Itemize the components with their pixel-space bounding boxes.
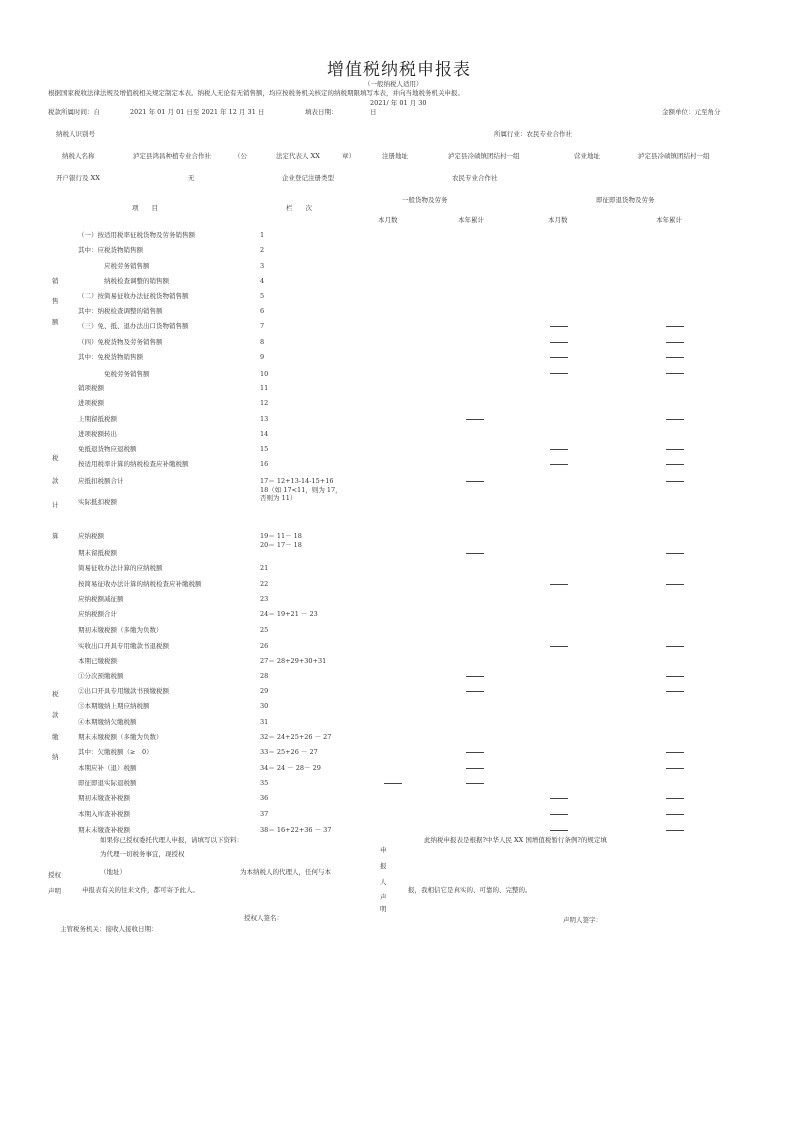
row-21-item: 简易征收办法计算的应纳税额 bbox=[78, 564, 163, 572]
empty-cell-dash bbox=[666, 481, 684, 482]
row-32-item: 期末未缴税额（多缴为负数） bbox=[78, 733, 163, 741]
header-refund-month: 本月数 bbox=[548, 216, 568, 224]
section-tax-4: 算 bbox=[52, 532, 59, 540]
row-6-col: 6 bbox=[260, 307, 265, 315]
empty-cell-dash bbox=[550, 373, 568, 374]
row-4-item: 纳税检查调整的销售额 bbox=[104, 277, 169, 285]
empty-cell-dash bbox=[666, 373, 684, 374]
section-sales-2: 售 bbox=[52, 297, 59, 305]
period-value: 2021 年 01 月 01 日至 2021 年 12 月 31 日 bbox=[130, 108, 265, 116]
period-label: 税款所属时间：自 bbox=[48, 108, 100, 116]
row-16-col: 16 bbox=[260, 460, 269, 468]
row-24-item: 应纳税额合计 bbox=[78, 610, 117, 618]
row-31-col: 31 bbox=[260, 718, 269, 726]
fill-date-line2: 日 bbox=[370, 108, 377, 116]
empty-cell-dash bbox=[666, 342, 684, 343]
decl-line-2: 报，我相信它是真实的、可靠的、完整的。 bbox=[408, 886, 532, 894]
row-25-item: 期初未缴税额（多缴为负数） bbox=[78, 626, 163, 634]
empty-cell-dash bbox=[666, 676, 684, 677]
section-tax-3: 计 bbox=[52, 501, 59, 509]
empty-cell-dash bbox=[550, 449, 568, 450]
row-30-item: ③本期缴纳上期应纳税额 bbox=[78, 702, 150, 710]
row-19-item: 应纳税额 bbox=[78, 532, 104, 540]
section-tax-1: 税 bbox=[52, 454, 59, 462]
taxpayer-id-label: 纳税人识别号 bbox=[56, 130, 95, 138]
row-26-col: 26 bbox=[260, 642, 269, 650]
row-24-col: 24＝ 19+21 － 23 bbox=[260, 610, 318, 618]
empty-cell-dash bbox=[550, 464, 568, 465]
row-28-col: 28 bbox=[260, 672, 269, 680]
biz-addr-value: 泸定县冷碛镇团结村一组 bbox=[638, 152, 710, 160]
empty-cell-dash bbox=[466, 691, 484, 692]
auth-line-1: 如果你已授权委托代理人申报，请填写以下资料： bbox=[100, 836, 243, 844]
empty-cell-dash bbox=[550, 798, 568, 799]
row-12-item: 进项税额 bbox=[78, 399, 104, 407]
empty-cell-dash bbox=[666, 553, 684, 554]
empty-cell-dash bbox=[666, 357, 684, 358]
section-tax-2: 款 bbox=[52, 477, 59, 485]
row-36-item: 期初未缴查补税额 bbox=[78, 794, 130, 802]
row-10-item: 免税劳务销售额 bbox=[104, 370, 150, 378]
section-pay-2: 款 bbox=[52, 711, 59, 719]
section-sales-1: 销 bbox=[52, 277, 59, 285]
row-4-col: 4 bbox=[260, 277, 265, 285]
header-general: 一般货物及劳务 bbox=[402, 196, 448, 204]
decl-side-1: 申 bbox=[380, 846, 387, 854]
row-35-col: 35 bbox=[260, 779, 269, 787]
header-refund-year: 本年累计 bbox=[656, 216, 682, 224]
row-37-col: 37 bbox=[260, 810, 269, 818]
header-item: 项 目 bbox=[132, 204, 158, 212]
auth-signature: 授权人签名： bbox=[244, 914, 283, 922]
empty-cell-dash bbox=[550, 814, 568, 815]
empty-cell-dash bbox=[666, 419, 684, 420]
row-8-col: 8 bbox=[260, 338, 265, 346]
empty-cell-dash bbox=[550, 646, 568, 647]
reg-addr-value: 泸定县冷碛镇团结村一组 bbox=[448, 152, 520, 160]
row-2-col: 2 bbox=[260, 246, 265, 254]
taxpayer-name-value: 泸定县鸿昌种植专业合作社 bbox=[133, 152, 211, 160]
decl-line-1: 此纳税申报表是根据?中华人民 XX 国增值税暂行条例?的规定填 bbox=[424, 836, 607, 844]
row-38-col: 38＝ 16+22+36 － 37 bbox=[260, 826, 332, 834]
row-34-col: 34＝ 24 － 28－ 29 bbox=[260, 764, 321, 772]
empty-cell-dash bbox=[666, 326, 684, 327]
row-16-item: 按适用税率计算的纳税检查应补缴税额 bbox=[78, 460, 189, 468]
empty-cell-dash bbox=[550, 342, 568, 343]
row-33-item: 其中：欠缴税额（≥ 0） bbox=[78, 748, 153, 756]
empty-cell-dash bbox=[550, 326, 568, 327]
row-38-item: 期末未缴查补税额 bbox=[78, 826, 130, 834]
empty-cell-dash bbox=[666, 752, 684, 753]
header-general-year: 本年累计 bbox=[458, 216, 484, 224]
auth-address: （地址） bbox=[100, 868, 126, 876]
row-2-item: 其中：应税货物销售额 bbox=[78, 246, 143, 254]
row-21-col: 21 bbox=[260, 564, 269, 572]
empty-cell-dash bbox=[666, 449, 684, 450]
reg-type-label: 企业登记注册类型 bbox=[282, 174, 334, 182]
row-36-col: 36 bbox=[260, 794, 269, 802]
empty-cell-dash bbox=[666, 814, 684, 815]
row-31-item: ④本期缴纳欠缴税额 bbox=[78, 718, 137, 726]
row-23-item: 应纳税额减征额 bbox=[78, 595, 124, 603]
decl-side-5: 明 bbox=[380, 905, 387, 913]
row-34-item: 本期应补（退）税额 bbox=[78, 764, 137, 772]
row-30-col: 30 bbox=[260, 702, 269, 710]
page-subtitle: （一般纳税人适用） bbox=[364, 80, 423, 88]
row-29-col: 29 bbox=[260, 687, 269, 695]
empty-cell-dash bbox=[666, 464, 684, 465]
empty-cell-dash bbox=[384, 783, 402, 784]
empty-cell-dash bbox=[466, 676, 484, 677]
row-13-col: 13 bbox=[260, 415, 269, 423]
taxpayer-name-label: 纳税人名称 bbox=[62, 152, 95, 160]
fill-date-label: 填表日期： bbox=[305, 108, 338, 116]
row-32-col: 32＝ 24+25+26 － 27 bbox=[260, 733, 332, 741]
header-col: 栏 次 bbox=[286, 204, 312, 212]
auth-side-1: 授权 bbox=[48, 871, 61, 879]
bank-value: 无 bbox=[188, 174, 195, 182]
row-8-item: （四）免税货物及劳务销售额 bbox=[78, 338, 163, 346]
row-9-col: 9 bbox=[260, 353, 265, 361]
intro-text: 根据国家税收法律法规及增值税相关规定制定本表。纳税人无论有无销售额，均应按税务机关核定的纳税期限填写本表，并向当地税务机关申报。 bbox=[48, 89, 464, 97]
row-29-item: ②出口开具专用缴款书预缴税额 bbox=[78, 687, 169, 695]
row-1-item: （一）按适用税率征税货物及劳务销售额 bbox=[78, 231, 195, 239]
row-14-col: 14 bbox=[260, 430, 269, 438]
row-9-item: 其中：免税货物销售额 bbox=[78, 353, 143, 361]
row-3-col: 3 bbox=[260, 262, 265, 270]
row-28-item: ①分次预缴税额 bbox=[78, 672, 124, 680]
industry: 所属行业：农民专业合作社 bbox=[494, 130, 572, 138]
row-20-col: 20＝ 17－ 18 bbox=[260, 541, 302, 549]
section-pay-3: 缴 bbox=[52, 733, 59, 741]
empty-cell-dash bbox=[666, 691, 684, 692]
row-25-col: 25 bbox=[260, 626, 269, 634]
row-27-item: 本期已缴税额 bbox=[78, 657, 117, 665]
empty-cell-dash bbox=[666, 830, 684, 831]
empty-cell-dash bbox=[466, 752, 484, 753]
reg-type-value: 农民专业合作社 bbox=[452, 174, 498, 182]
auth-line-3: 申报表有关的往来文件，都可寄予此人。 bbox=[82, 886, 199, 894]
empty-cell-dash bbox=[466, 768, 484, 769]
row-7-item: （三）免、抵、退办法出口货物销售额 bbox=[78, 322, 189, 330]
row-6-item: 其中：纳税检查调整的销售额 bbox=[78, 307, 163, 315]
empty-cell-dash bbox=[666, 798, 684, 799]
row-18-item: 实际抵扣税额 bbox=[78, 498, 117, 506]
row-18-col: 18（如 17<11，则为 17，否则为 11） bbox=[260, 486, 342, 502]
empty-cell-dash bbox=[666, 584, 684, 585]
row-5-col: 5 bbox=[260, 292, 265, 300]
decl-signature: 声明人签字： bbox=[563, 916, 602, 924]
page-title: 增值税纳税申报表 bbox=[327, 60, 471, 80]
row-17-col: 17＝ 12+13-14-15+16 bbox=[260, 477, 334, 485]
empty-cell-dash bbox=[466, 553, 484, 554]
row-11-item: 销项税额 bbox=[78, 384, 104, 392]
section-pay-4: 纳 bbox=[52, 753, 59, 761]
row-1-col: 1 bbox=[260, 231, 265, 239]
amount-unit: 金额单位：元至角分 bbox=[662, 108, 721, 116]
row-37-item: 本期入库查补税额 bbox=[78, 810, 130, 818]
empty-cell-dash bbox=[666, 646, 684, 647]
empty-cell-dash bbox=[550, 584, 568, 585]
fill-date-line1: 2021/ 年 01 月 30 bbox=[370, 99, 427, 107]
empty-cell-dash bbox=[466, 783, 484, 784]
row-5-item: （二）按简易征收办法征税货物销售额 bbox=[78, 292, 189, 300]
row-11-col: 11 bbox=[260, 384, 269, 392]
row-23-col: 23 bbox=[260, 595, 269, 603]
row-15-col: 15 bbox=[260, 445, 269, 453]
legal-rep: 法定代表人 XX bbox=[276, 152, 320, 160]
row-27-col: 27＝ 28+29+30+31 bbox=[260, 657, 327, 665]
section-pay-1: 税 bbox=[52, 690, 59, 698]
seal-open: （公 bbox=[234, 152, 247, 160]
row-3-item: 应税劳务销售额 bbox=[104, 262, 150, 270]
row-15-item: 免抵退货物应退税额 bbox=[78, 445, 137, 453]
empty-cell-dash bbox=[466, 419, 484, 420]
header-general-month: 本月数 bbox=[378, 216, 398, 224]
row-13-item: 上期留抵税额 bbox=[78, 415, 117, 423]
row-12-col: 12 bbox=[260, 399, 269, 407]
row-26-item: 实收出口开具专用缴款书退税额 bbox=[78, 642, 169, 650]
row-22-item: 按简易征收办法计算的纳税检查应补缴税额 bbox=[78, 580, 202, 588]
row-35-item: 即征即退实际退税额 bbox=[78, 779, 137, 787]
decl-side-3: 人 bbox=[380, 878, 387, 886]
header-refund: 即征即退货物及劳务 bbox=[596, 196, 655, 204]
empty-cell-dash bbox=[550, 357, 568, 358]
row-17-item: 应抵扣税额合计 bbox=[78, 477, 124, 485]
row-14-item: 进项税额转出 bbox=[78, 430, 117, 438]
decl-side-4: 声 bbox=[380, 893, 387, 901]
seal-close: 章） bbox=[342, 152, 355, 160]
empty-cell-dash bbox=[550, 830, 568, 831]
empty-cell-dash bbox=[666, 768, 684, 769]
biz-addr-label: 营业地址 bbox=[574, 152, 600, 160]
auth-side-2: 声明 bbox=[48, 887, 61, 895]
footer-tax-authority: 主管税务机关：接收人接收日期： bbox=[60, 925, 158, 933]
section-sales-3: 额 bbox=[52, 318, 59, 326]
row-10-col: 10 bbox=[260, 370, 269, 378]
row-7-col: 7 bbox=[260, 322, 265, 330]
row-20-item: 期末留抵税额 bbox=[78, 549, 117, 557]
row-22-col: 22 bbox=[260, 580, 269, 588]
empty-cell-dash bbox=[466, 481, 484, 482]
decl-side-2: 报 bbox=[380, 862, 387, 870]
reg-addr-label: 注册地址 bbox=[382, 152, 408, 160]
auth-line-2: 为代理一切税务事宜，现授权 bbox=[100, 850, 185, 858]
row-19-col: 19＝ 11－ 18 bbox=[260, 532, 302, 540]
bank-label: 开户银行及 XX bbox=[56, 174, 100, 182]
auth-agent: 为本纳税人的代理人，任何与本 bbox=[240, 868, 331, 876]
row-33-col: 33＝ 25+26 － 27 bbox=[260, 748, 318, 756]
